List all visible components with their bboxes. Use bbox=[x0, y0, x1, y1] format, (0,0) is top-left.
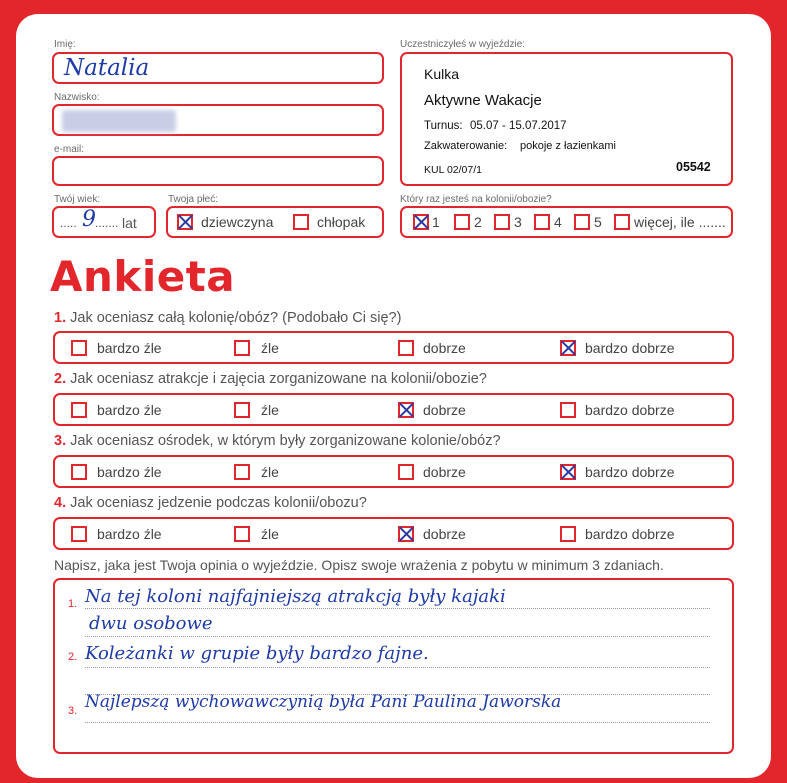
q3-option-zle[interactable] bbox=[234, 464, 250, 480]
email-label: e-mail: bbox=[54, 144, 85, 155]
name-label: Imię: bbox=[54, 39, 76, 50]
turnus-value: 05.07 - 15.07.2017 bbox=[470, 120, 567, 132]
survey-title: Ankieta bbox=[50, 252, 236, 301]
surname-label: Nazwisko: bbox=[54, 92, 100, 103]
trip-code: KUL 02/07/1 bbox=[424, 164, 482, 176]
q3-option-bardzo-dobrze[interactable] bbox=[560, 464, 576, 480]
q4-option-label: bardzo dobrze bbox=[585, 526, 675, 542]
q1-option-bardzo-dobrze[interactable] bbox=[560, 340, 576, 356]
q1-option-label: bardzo źle bbox=[97, 340, 162, 356]
q3-option-label: bardzo źle bbox=[97, 464, 162, 480]
times-4-label: 4 bbox=[554, 214, 562, 230]
question-4-options bbox=[53, 517, 734, 550]
q4-option-dobrze[interactable] bbox=[398, 526, 414, 542]
times-5-label: 5 bbox=[594, 214, 602, 230]
q1-option-label: dobrze bbox=[423, 340, 466, 356]
question-3-options bbox=[53, 455, 734, 488]
times-more-checkbox[interactable] bbox=[614, 214, 630, 230]
q4-option-bardzo-dobrze[interactable] bbox=[560, 526, 576, 542]
opinion-box[interactable] bbox=[53, 578, 734, 754]
q2-option-bardzo-zle[interactable] bbox=[71, 402, 87, 418]
opinion-number-3: 3. bbox=[68, 705, 78, 717]
turnus-label: Turnus: bbox=[424, 120, 463, 132]
question-2-text: 2. Jak oceniasz atrakcje i zajęcia zorganizowane na kolonii/obozie? bbox=[54, 371, 487, 387]
trip-label: Uczestniczyłeś w wyjeździe: bbox=[400, 39, 526, 50]
times-1-checkbox[interactable] bbox=[413, 214, 429, 230]
q1-option-dobrze[interactable] bbox=[398, 340, 414, 356]
opinion-number-1: 1. bbox=[68, 598, 78, 610]
trip-box bbox=[400, 52, 733, 186]
times-3-checkbox[interactable] bbox=[494, 214, 510, 230]
gender-label: Twoja płeć: bbox=[168, 194, 219, 205]
q4-option-zle[interactable] bbox=[234, 526, 250, 542]
times-label: Który raz jesteś na kolonii/obozie? bbox=[400, 194, 552, 205]
gender-boy-checkbox[interactable] bbox=[293, 214, 309, 230]
q2-option-bardzo-dobrze[interactable] bbox=[560, 402, 576, 418]
q3-option-dobrze[interactable] bbox=[398, 464, 414, 480]
q1-option-bardzo-zle[interactable] bbox=[71, 340, 87, 356]
q4-option-label: bardzo źle bbox=[97, 526, 162, 542]
times-more-label: więcej, ile ....... bbox=[634, 214, 726, 230]
opinion-rule bbox=[85, 722, 710, 723]
opinion-number-2: 2. bbox=[68, 651, 78, 663]
opinion-rule bbox=[85, 636, 710, 637]
email-field[interactable] bbox=[52, 156, 384, 186]
trip-name: Kulka bbox=[424, 66, 460, 82]
question-4-text: 4. Jak oceniasz jedzenie podczas kolonii/obozu? bbox=[54, 495, 367, 511]
gender-girl-label: dziewczyna bbox=[201, 214, 274, 230]
name-field[interactable] bbox=[52, 52, 384, 84]
opinion-line-2: Koleżanki w grupie były bardzo fajne. bbox=[85, 643, 429, 664]
times-4-checkbox[interactable] bbox=[534, 214, 550, 230]
opinion-rule bbox=[85, 608, 710, 609]
q1-option-label: źle bbox=[261, 340, 279, 356]
times-2-checkbox[interactable] bbox=[454, 214, 470, 230]
q1-option-zle[interactable] bbox=[234, 340, 250, 356]
q3-option-label: bardzo dobrze bbox=[585, 464, 675, 480]
times-field bbox=[400, 206, 733, 238]
name-value: Natalia bbox=[64, 55, 150, 81]
times-1-label: 1 bbox=[432, 214, 440, 230]
gender-field bbox=[166, 206, 384, 238]
q2-option-label: dobrze bbox=[423, 402, 466, 418]
q4-option-label: dobrze bbox=[423, 526, 466, 542]
age-field[interactable] bbox=[52, 206, 156, 238]
opinion-prompt: Napisz, jaka jest Twoja opinia o wyjeździe. Opisz swoje wrażenia z pobytu w minimum 3 zdaniach. bbox=[54, 557, 664, 573]
opinion-rule bbox=[85, 667, 710, 668]
q2-option-zle[interactable] bbox=[234, 402, 250, 418]
age-label: Twój wiek: bbox=[54, 194, 101, 205]
q3-option-label: dobrze bbox=[423, 464, 466, 480]
question-3-text: 3. Jak oceniasz ośrodek, w którym były zorganizowane kolonie/obóz? bbox=[54, 433, 501, 449]
trip-number: 05542 bbox=[676, 160, 711, 174]
opinion-line-1: Na tej koloni najfajniejszą atrakcją były kajaki bbox=[85, 586, 506, 607]
gender-boy-label: chłopak bbox=[317, 214, 366, 230]
times-2-label: 2 bbox=[474, 214, 482, 230]
accommodation-value: pokoje z łazienkami bbox=[520, 140, 616, 152]
trip-program: Aktywne Wakacje bbox=[424, 92, 542, 109]
times-3-label: 3 bbox=[514, 214, 522, 230]
q4-option-label: źle bbox=[261, 526, 279, 542]
age-unit: lat bbox=[122, 215, 137, 231]
age-value: 9 bbox=[82, 207, 96, 232]
q3-option-bardzo-zle[interactable] bbox=[71, 464, 87, 480]
opinion-line-1b: dwu osobowe bbox=[89, 613, 213, 634]
q2-option-dobrze[interactable] bbox=[398, 402, 414, 418]
q1-option-label: bardzo dobrze bbox=[585, 340, 675, 356]
age-dots-right: ....... bbox=[95, 216, 119, 230]
q2-option-label: źle bbox=[261, 402, 279, 418]
gender-girl-checkbox[interactable] bbox=[177, 214, 193, 230]
q2-option-label: bardzo źle bbox=[97, 402, 162, 418]
opinion-line-3: Najlepszą wychowawczynią była Pani Paulina Jaworska bbox=[85, 692, 562, 712]
q2-option-label: bardzo dobrze bbox=[585, 402, 675, 418]
question-2-options bbox=[53, 393, 734, 426]
surname-field[interactable] bbox=[52, 104, 384, 136]
question-1-text: 1. Jak oceniasz całą kolonię/obóz? (Podobało Ci się?) bbox=[54, 310, 402, 326]
q4-option-bardzo-zle[interactable] bbox=[71, 526, 87, 542]
q3-option-label: źle bbox=[261, 464, 279, 480]
accommodation-label: Zakwaterowanie: bbox=[424, 140, 508, 152]
redacted-surname bbox=[62, 110, 176, 132]
age-dots-left: ..... bbox=[60, 216, 77, 230]
question-1-options bbox=[53, 331, 734, 364]
times-5-checkbox[interactable] bbox=[574, 214, 590, 230]
